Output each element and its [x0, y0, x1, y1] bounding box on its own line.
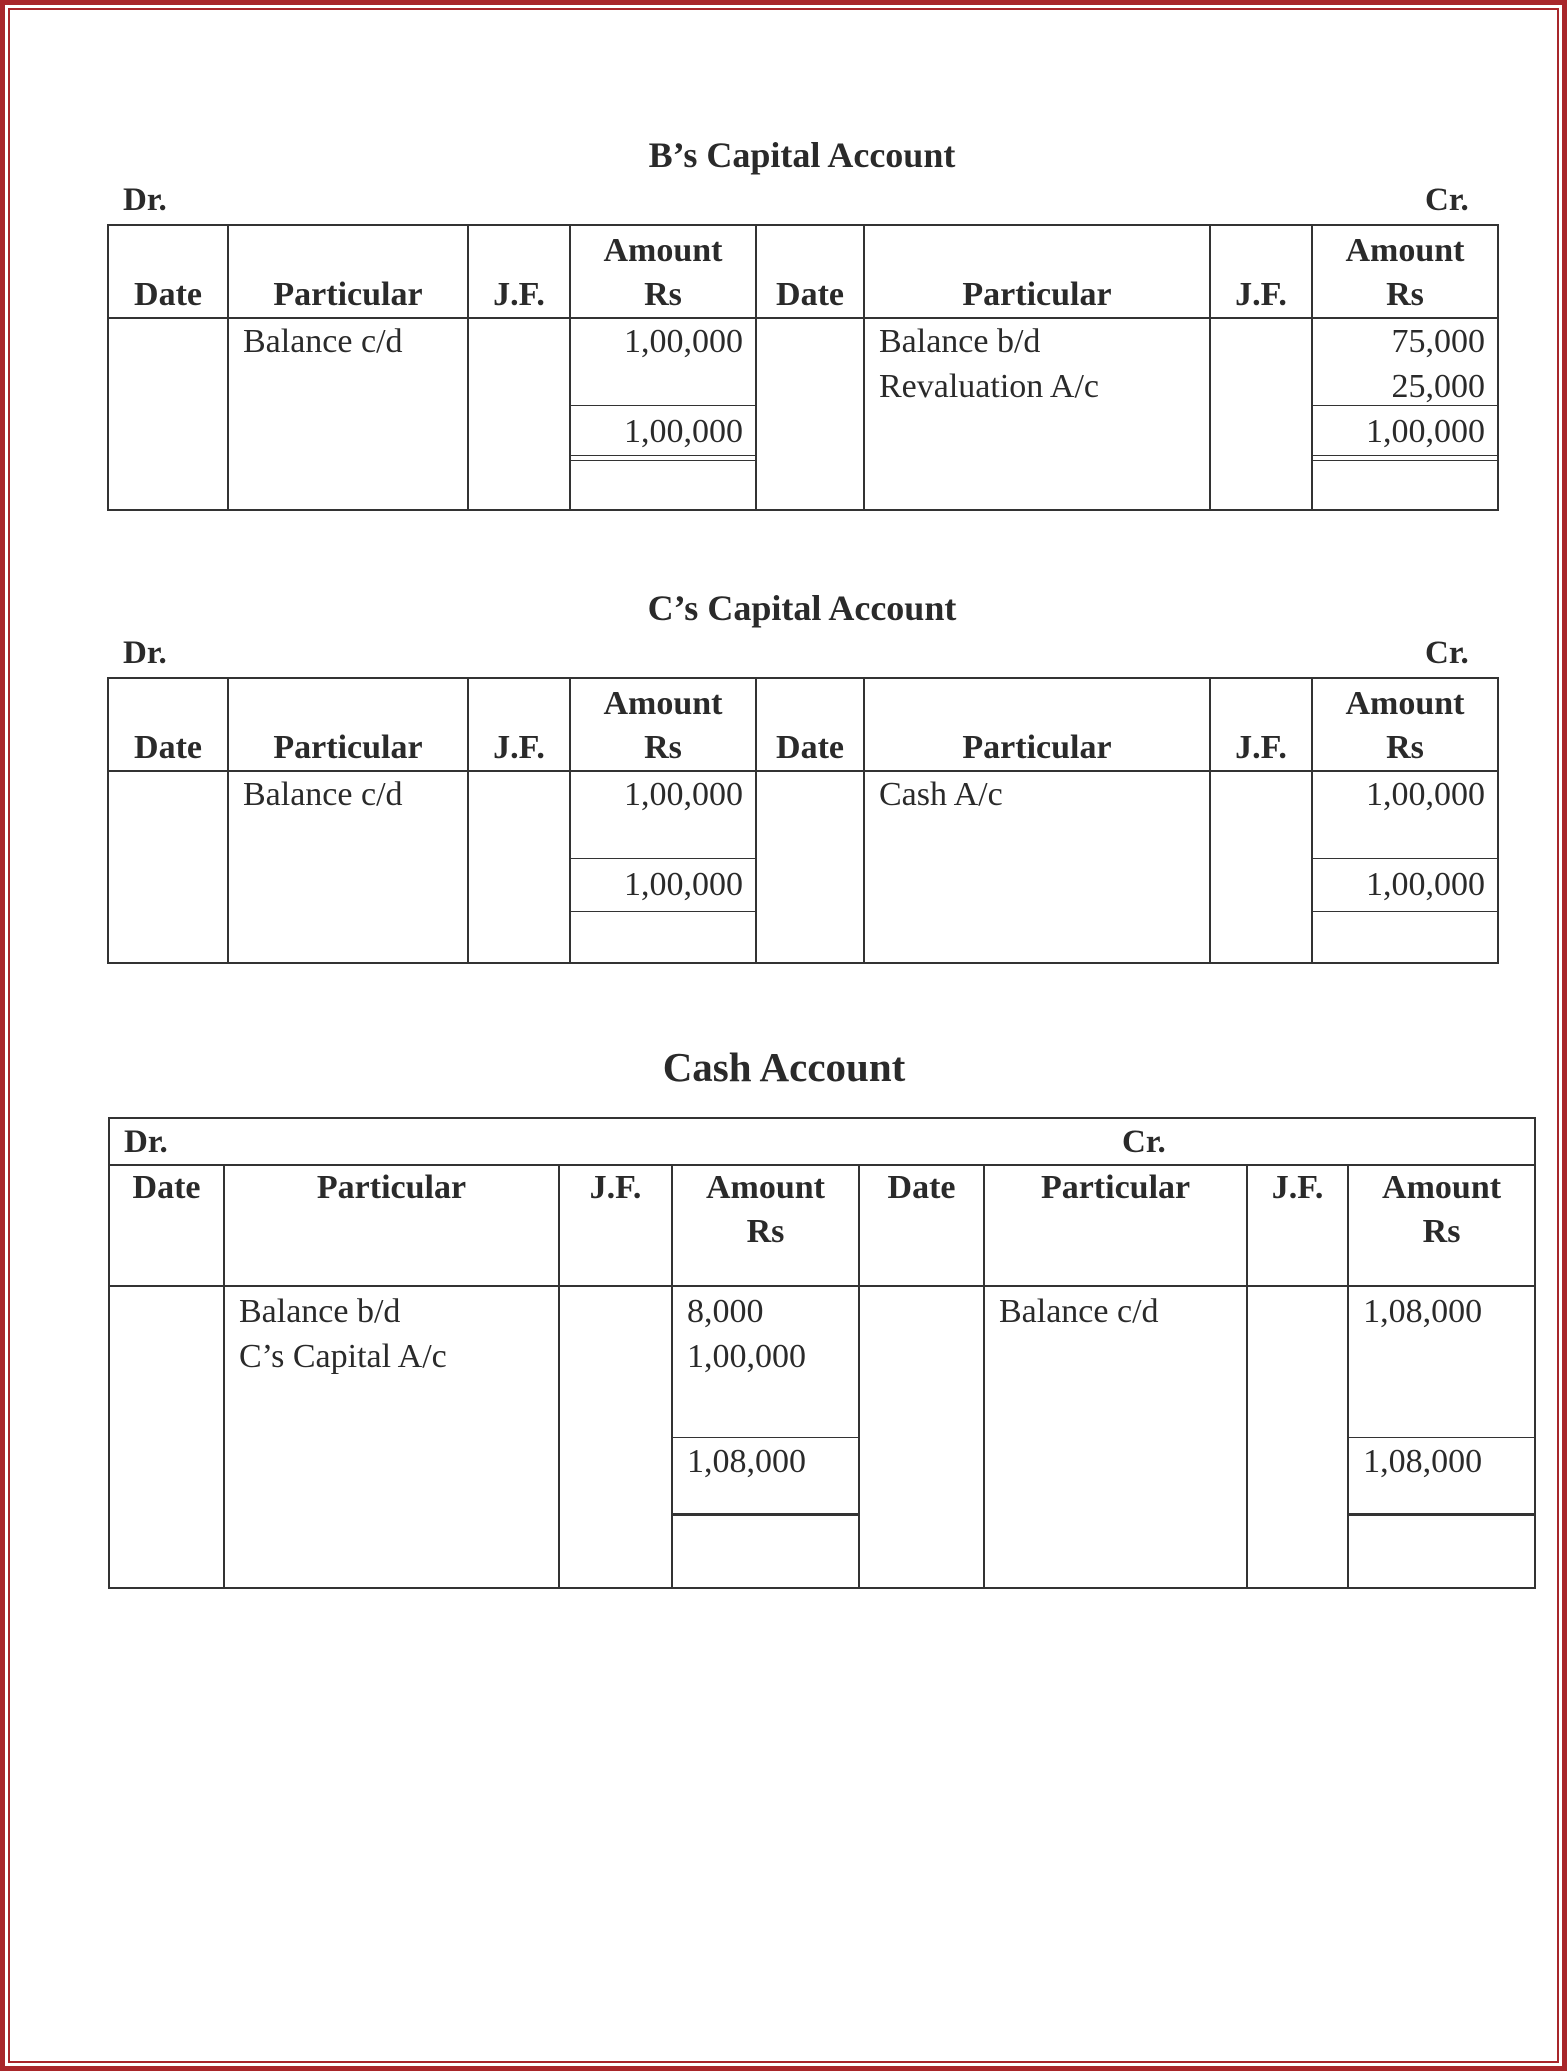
- dr-amount-cell: [570, 771, 756, 963]
- dr-particular-cell: [224, 1286, 559, 1588]
- dr-particular-line: Balance c/d: [243, 323, 403, 360]
- dr-closing-rule: [571, 911, 755, 912]
- cr-amount-header: Amount Rs: [1348, 1165, 1535, 1286]
- cr-jf-header: J.F.: [1210, 225, 1312, 318]
- cr-date-cell: [756, 318, 864, 510]
- cr-amount-header: Amount Rs: [1312, 678, 1498, 771]
- dr-particular-header: Particular: [224, 1165, 559, 1286]
- c-capital-dr-label: Dr.: [123, 635, 167, 671]
- cr-amount-line: 1,08,000: [1363, 1293, 1483, 1330]
- dr-double-rule: [571, 455, 755, 461]
- cr-date-header: Date: [859, 1165, 984, 1286]
- cr-particular-header: Particular: [864, 225, 1210, 318]
- cr-particular-line: Revaluation A/c: [879, 368, 1100, 405]
- cr-closing-rule: [1313, 911, 1497, 912]
- dr-amount-header: Amount Rs: [570, 225, 756, 318]
- cr-double-rule: [1313, 455, 1497, 461]
- b-capital-cr-label: Cr.: [1425, 182, 1469, 218]
- cr-jf-cell: [1210, 318, 1312, 510]
- cr-amount-line: 1,00,000: [1366, 776, 1485, 813]
- cash-dr-label: Dr.: [124, 1124, 168, 1160]
- cr-particular-cell: [864, 771, 1210, 963]
- dr-total-rule: [571, 858, 755, 859]
- dr-total: 1,08,000: [687, 1443, 806, 1480]
- dr-total: 1,00,000: [624, 866, 743, 903]
- cr-amount-line: 75,000: [1391, 323, 1485, 360]
- dr-jf-header: J.F.: [468, 225, 570, 318]
- cr-amount-cell: [1312, 771, 1498, 963]
- cr-particular-header: Particular: [984, 1165, 1247, 1286]
- cr-jf-header: J.F.: [1247, 1165, 1348, 1286]
- dr-closing-rule: [673, 1513, 858, 1516]
- b-capital-title: B’s Capital Account: [648, 135, 956, 175]
- cr-particular-cell: [984, 1286, 1247, 1588]
- dr-amount-line: 1,00,000: [624, 776, 743, 813]
- c-capital-header-row: [108, 678, 1498, 771]
- cr-particular-line: Cash A/c: [879, 776, 1003, 813]
- dr-amount-line: 1,00,000: [687, 1338, 806, 1375]
- dr-amount-header: Amount Rs: [570, 678, 756, 771]
- dr-date-cell: [108, 771, 228, 963]
- dr-jf-cell: [468, 771, 570, 963]
- cash-account-ledger: [108, 1117, 1536, 1589]
- dr-particular-header: Particular: [228, 225, 468, 318]
- dr-particular-line: Balance b/d: [239, 1293, 401, 1330]
- cr-total-rule: [1313, 858, 1497, 859]
- dr-particular-cell: [228, 771, 468, 963]
- dr-jf-header: J.F.: [559, 1165, 672, 1286]
- cr-date-cell: [859, 1286, 984, 1588]
- b-capital-header-row: [108, 225, 1498, 318]
- cr-jf-cell: [1210, 771, 1312, 963]
- dr-date-header: Date: [108, 225, 228, 318]
- c-capital-body-row: [108, 771, 1498, 963]
- dr-total: 1,00,000: [624, 413, 743, 450]
- c-capital-title: C’s Capital Account: [647, 588, 957, 628]
- dr-jf-cell: [559, 1286, 672, 1588]
- b-capital-body-row: [108, 318, 1498, 510]
- cash-cr-label: Cr.: [1122, 1124, 1166, 1160]
- cr-date-header: Date: [756, 225, 864, 318]
- dr-particular-line: Balance c/d: [243, 776, 403, 813]
- cr-date-header: Date: [756, 678, 864, 771]
- dr-date-cell: [108, 318, 228, 510]
- cr-total-rule: [1349, 1437, 1534, 1438]
- cr-date-cell: [756, 771, 864, 963]
- dr-particular-header: Particular: [228, 678, 468, 771]
- dr-total-rule: [673, 1437, 858, 1438]
- cr-total: 1,08,000: [1363, 1443, 1483, 1480]
- dr-amount-line: 8,000: [687, 1293, 764, 1330]
- cr-particular-header: Particular: [864, 678, 1210, 771]
- cash-body-row: [109, 1286, 1535, 1588]
- cash-header-row: [109, 1165, 1535, 1286]
- cr-amount-header: Amount Rs: [1312, 225, 1498, 318]
- cr-jf-cell: [1247, 1286, 1348, 1588]
- cr-amount-cell: [1312, 318, 1498, 510]
- cr-closing-rule: [1349, 1513, 1534, 1516]
- cr-total-rule: [1313, 405, 1497, 406]
- b-capital-dr-label: Dr.: [123, 182, 167, 218]
- cr-jf-header: J.F.: [1210, 678, 1312, 771]
- dr-date-cell: [109, 1286, 224, 1588]
- dr-particular-cell: [228, 318, 468, 510]
- c-capital-ledger: [107, 677, 1499, 964]
- dr-jf-cell: [468, 318, 570, 510]
- cr-total: 1,00,000: [1366, 413, 1485, 450]
- cash-account-title: Cash Account: [662, 1044, 906, 1090]
- dr-total-rule: [571, 405, 755, 406]
- cr-total: 1,00,000: [1366, 866, 1485, 903]
- dr-amount-line: 1,00,000: [624, 323, 743, 360]
- cr-amount-cell: [1348, 1286, 1535, 1588]
- dr-date-header: Date: [108, 678, 228, 771]
- dr-amount-header: Amount Rs: [672, 1165, 859, 1286]
- dr-amount-cell: [570, 318, 756, 510]
- dr-jf-header: J.F.: [468, 678, 570, 771]
- cr-particular-line: Balance c/d: [999, 1293, 1159, 1330]
- cr-particular-cell: [864, 318, 1210, 510]
- dr-amount-cell: [672, 1286, 859, 1588]
- c-capital-cr-label: Cr.: [1425, 635, 1469, 671]
- dr-date-header: Date: [109, 1165, 224, 1286]
- cr-amount-line: 25,000: [1391, 368, 1485, 405]
- dr-particular-line: C’s Capital A/c: [239, 1338, 447, 1375]
- cr-particular-line: Balance b/d: [879, 323, 1041, 360]
- b-capital-ledger: [107, 224, 1499, 511]
- cash-drcr-row: [109, 1118, 1535, 1165]
